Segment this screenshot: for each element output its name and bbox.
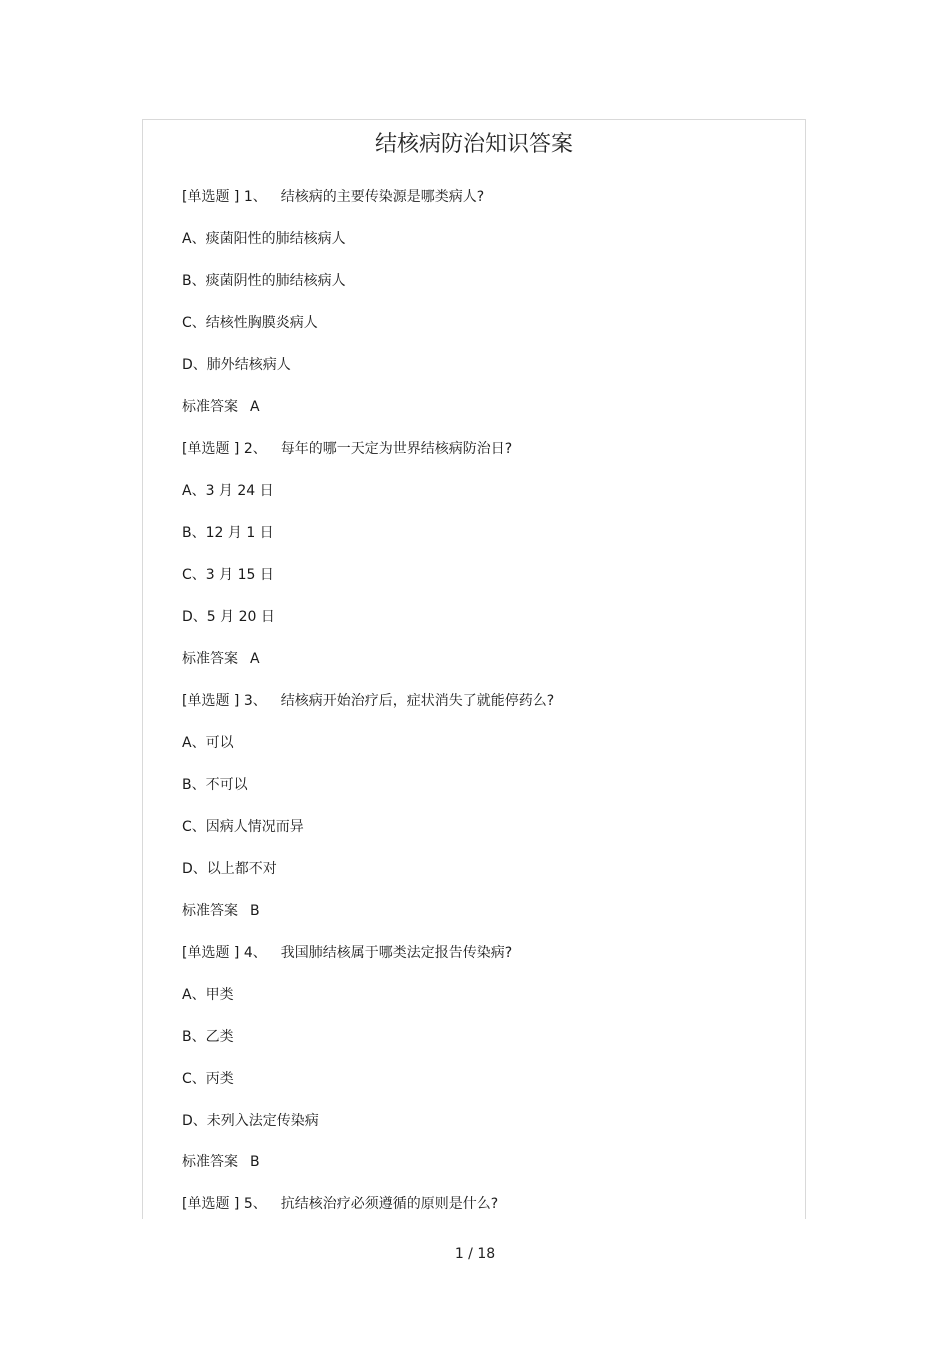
answer-value: B bbox=[250, 1154, 260, 1170]
answer-value: A bbox=[250, 651, 260, 667]
answer-label: 标准答案 bbox=[182, 399, 238, 415]
option-b: B、12 月 1 日 bbox=[182, 525, 274, 541]
question-3 bbox=[182, 691, 554, 711]
option-d: D、5 月 20 日 bbox=[182, 609, 275, 625]
answer-label: 标准答案 bbox=[182, 1154, 238, 1170]
answer-line bbox=[182, 1152, 260, 1172]
question-1 bbox=[182, 187, 484, 207]
question-text: 结核病的主要传染源是哪类病人? bbox=[280, 189, 485, 205]
option-b: B、乙类 bbox=[182, 1029, 234, 1045]
question-text: 结核病开始治疗后，症状消失了就能停药么? bbox=[280, 693, 555, 709]
option-d: D、以上都不对 bbox=[182, 861, 277, 877]
option-d: D、未列入法定传染病 bbox=[182, 1113, 319, 1129]
question-tag: [单选题 ] 4、 bbox=[182, 945, 267, 961]
question-4 bbox=[182, 943, 512, 963]
option-c: C、结核性胸膜炎病人 bbox=[182, 315, 318, 331]
question-text: 每年的哪一天定为世界结核病防治日? bbox=[280, 441, 513, 457]
question-2 bbox=[182, 439, 512, 459]
document-title: 结核病防治知识答案 bbox=[374, 132, 573, 157]
page-number: 1 / 18 bbox=[454, 1246, 496, 1262]
option-a: A、甲类 bbox=[182, 987, 234, 1003]
question-tag: [单选题 ] 2、 bbox=[182, 441, 267, 457]
option-a: A、3 月 24 日 bbox=[182, 483, 274, 499]
question-tag: [单选题 ] 5、 bbox=[182, 1196, 267, 1212]
option-d: D、肺外结核病人 bbox=[182, 357, 291, 373]
option-a: A、痰菌阳性的肺结核病人 bbox=[182, 231, 346, 247]
option-c: C、因病人情况而异 bbox=[182, 819, 304, 835]
question-5 bbox=[182, 1194, 498, 1214]
answer-line bbox=[182, 649, 260, 669]
answer-value: B bbox=[250, 903, 260, 919]
option-a: A、可以 bbox=[182, 735, 234, 751]
option-c: C、3 月 15 日 bbox=[182, 567, 274, 583]
question-text: 我国肺结核属于哪类法定报告传染病? bbox=[280, 945, 513, 961]
answer-value: A bbox=[250, 399, 260, 415]
option-c: C、丙类 bbox=[182, 1071, 234, 1087]
answer-label: 标准答案 bbox=[182, 651, 238, 667]
option-b: B、不可以 bbox=[182, 777, 248, 793]
answer-line bbox=[182, 901, 260, 921]
question-tag: [单选题 ] 1、 bbox=[182, 189, 267, 205]
answer-label: 标准答案 bbox=[182, 903, 238, 919]
question-tag: [单选题 ] 3、 bbox=[182, 693, 267, 709]
answer-line bbox=[182, 397, 260, 417]
question-text: 抗结核治疗必须遵循的原则是什么? bbox=[280, 1196, 499, 1212]
option-b: B、痰菌阴性的肺结核病人 bbox=[182, 273, 346, 289]
